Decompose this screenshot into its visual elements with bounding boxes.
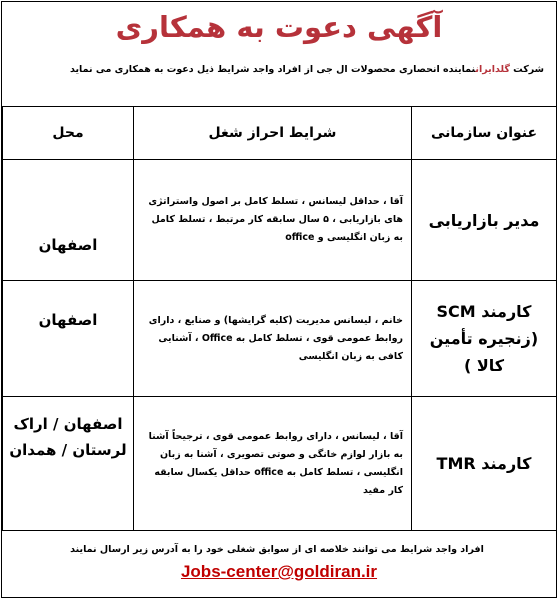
- job-location-cell: اصفهان: [3, 281, 134, 397]
- page-title: آگهی دعوت به همکاری: [115, 10, 443, 44]
- table-row: [3, 281, 557, 397]
- intro-prefix: شرکت: [509, 64, 544, 75]
- job-location-cell: اصفهان / اراک لرستان / همدان: [3, 397, 134, 531]
- table-header-row: [3, 107, 557, 160]
- job-location-cell: اصفهان: [3, 160, 134, 281]
- header-job-title: عنوان سازمانی: [412, 107, 557, 160]
- table-row: [3, 160, 557, 281]
- table-row: [3, 397, 557, 531]
- intro-text: [10, 64, 544, 75]
- job-conditions-cell: خانم ، لیسانس مدیریت (کلیه گرایشها) و صنایع ، دارای روابط عمومی قوی ، تسلط کامل به Office ، آشنایی کافی به زبان انگلیسی: [134, 281, 412, 397]
- job-title-cell: کارمند TMR: [412, 397, 557, 531]
- intro-rest: نماینده انحصاری محصولات ال جی از افراد واجد شرایط ذیل دعوت به همکاری می نماید: [69, 64, 476, 75]
- jobs-table: [2, 106, 557, 531]
- company-name: گلدایران: [475, 64, 510, 75]
- header-conditions: شرایط احراز شغل: [134, 107, 412, 160]
- job-title-cell: مدیر بازاریابی: [412, 160, 557, 281]
- job-advertisement: [1, 1, 557, 598]
- job-conditions-cell: آقا ، لیسانس ، دارای روابط عمومی قوی ، ترجیحاً آشنا به بازار لوازم خانگی و صوتی تصویری ، آشنا به زبان انگلیسی ، تسلط کامل به office حداقل یکسال سابقه کار مفید: [134, 397, 412, 531]
- job-title-cell: کارمند SCM (زنجیره تأمین کالا ): [412, 281, 557, 397]
- footer-note: افراد واجد شرایط می توانند خلاصه ای از سوابق شغلی خود را به آدرس زیر ارسال نمایند: [70, 544, 484, 555]
- header-location: محل: [3, 107, 134, 160]
- job-conditions-cell: آقا ، حداقل لیسانس ، تسلط کامل بر اصول واستراتژی های بازاریابی ، ۵ سال سابقه کار مرتبط ، تسلط کامل به زبان انگلیسی و office: [134, 160, 412, 281]
- email-link[interactable]: Jobs-center@goldiran.ir: [180, 562, 378, 581]
